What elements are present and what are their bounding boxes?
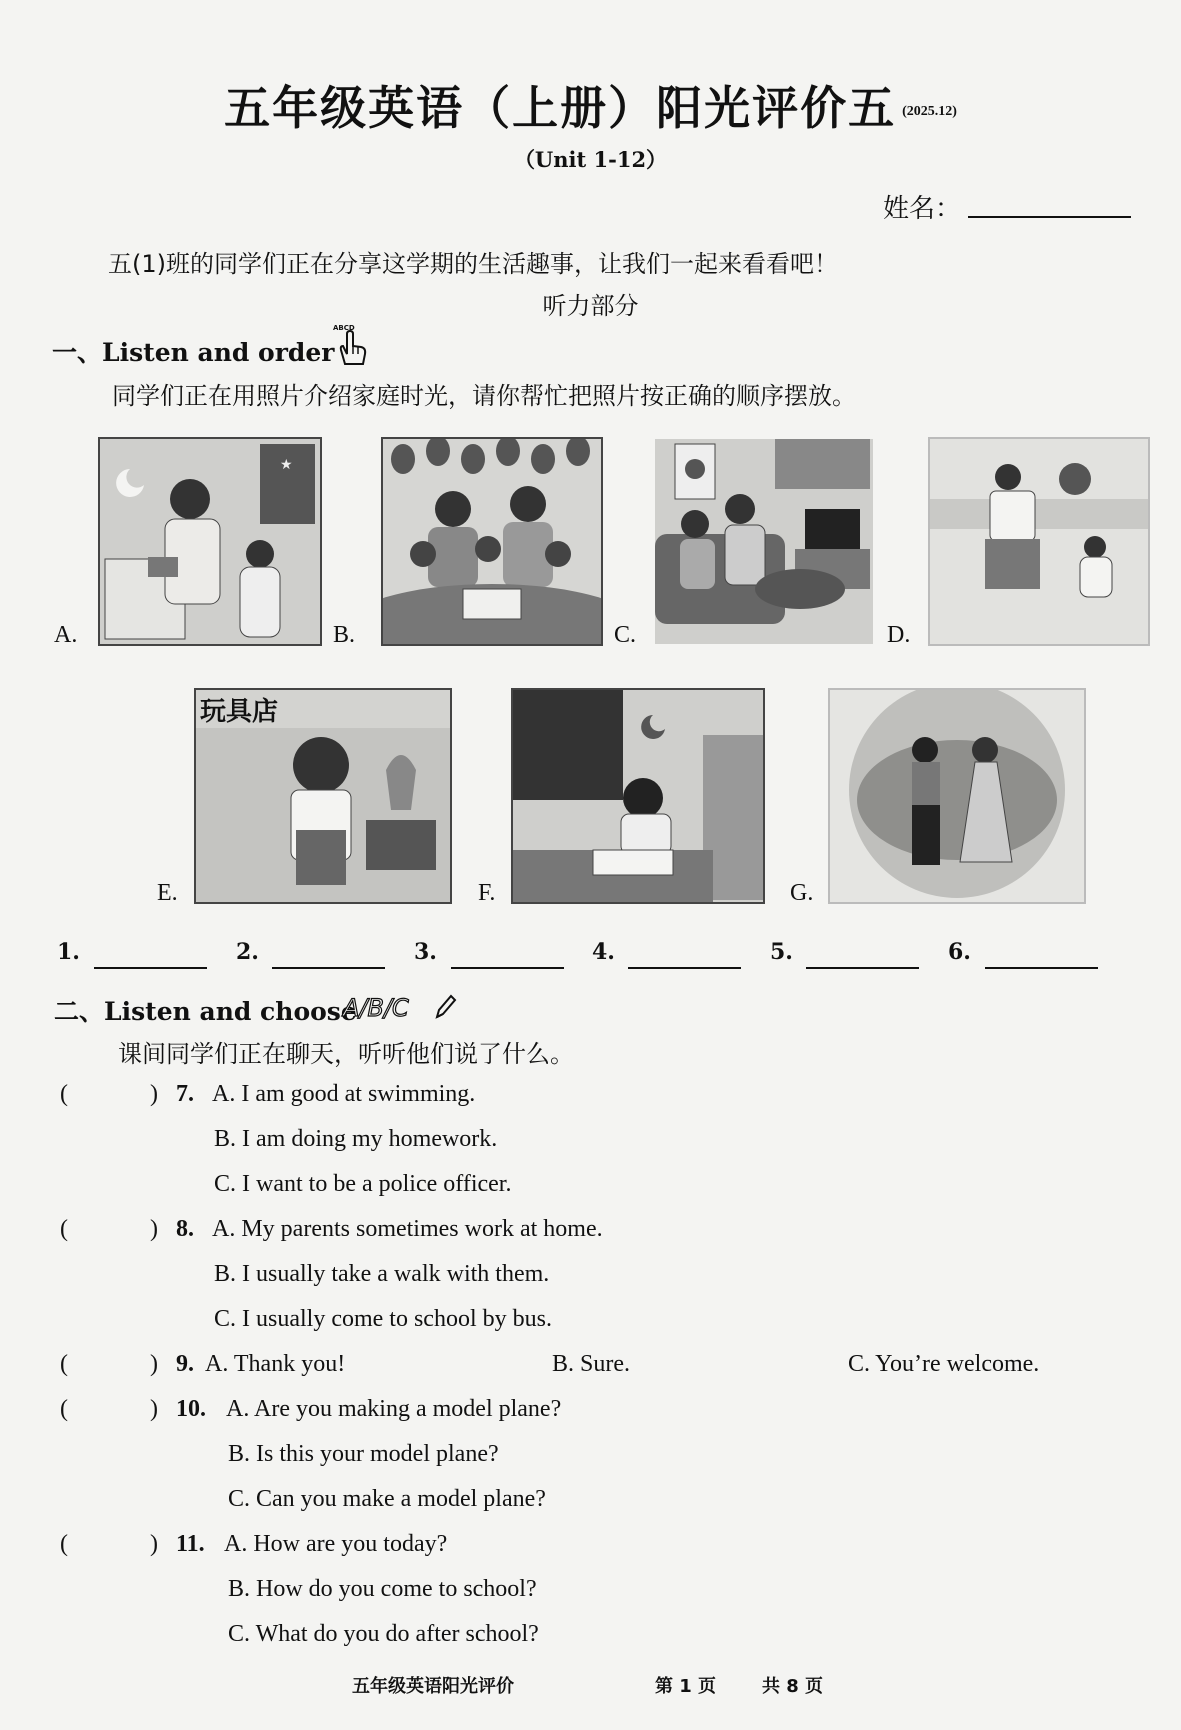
q7-option-a: A. I am good at swimming. [212,1081,476,1107]
abc-choice-icon: A/B/C [343,994,409,1022]
q10-option-c: C. Can you make a model plane? [228,1486,546,1512]
q8-option-b: B. I usually take a walk with them. [214,1261,550,1287]
q9-option-c: C. You’re welcome. [848,1351,1040,1377]
answer-blank-3[interactable] [451,967,564,969]
picture-b [381,437,603,646]
q11-num: 11. [176,1531,205,1557]
intro-text: 五(1)班的同学们正在分享这学期的生活趣事，让我们一起来看看吧！ [108,250,838,278]
section1-number: 一、 [52,338,103,367]
name-label: 姓名： [883,194,962,224]
section1-title: Listen and order [102,338,335,367]
q11-option-a: A. How are you today? [224,1531,448,1557]
answer-paren-7[interactable]: ( ) [60,1081,158,1107]
svg-text:★: ★ [280,457,293,473]
section2-title: Listen and choose [104,997,357,1026]
section1-description: 同学们正在用照片介绍家庭时光，请你帮忙把照片按正确的顺序摆放。 [112,382,856,410]
answer-paren-11[interactable]: ( ) [60,1531,158,1557]
homework-icon [513,690,763,902]
picture-c [653,437,875,646]
picture-g-letter: G. [790,880,814,906]
q7-option-b: B. I am doing my homework. [214,1126,498,1152]
blank-label-5: 5. [770,939,793,965]
dancing-icon [830,690,1084,902]
picture-c-letter: C. [614,622,637,648]
q10-option-b: B. Is this your model plane? [228,1441,499,1467]
answer-blank-4[interactable] [628,967,741,969]
q8-option-c: C. I usually come to school by bus. [214,1306,552,1332]
toy-store-sign: 玩具店 [200,697,279,727]
answer-blank-5[interactable] [806,967,919,969]
page-title [0,72,1181,138]
section1-heading [52,333,334,369]
answer-blank-6[interactable] [985,967,1098,969]
beach-ball-icon [930,439,1148,644]
picture-g [828,688,1086,904]
blank-label-1: 1. [57,939,80,965]
picture-d [928,437,1150,646]
toy-store-icon [196,690,450,902]
pencil-icon [433,993,457,1025]
picture-e-letter: E. [157,880,178,906]
part-title: 听力部分 [542,292,639,320]
picture-d-letter: D. [887,622,911,648]
q7-num: 7. [176,1081,194,1107]
answer-blank-2[interactable] [272,967,385,969]
title-text: 五年级英语（上册）阳光评价五 [224,81,897,135]
birthday-party-icon [383,439,601,644]
answer-paren-10[interactable]: ( ) [60,1396,158,1422]
question-7-number [176,1081,194,1108]
picture-b-letter: B. [333,622,356,648]
answer-blank-1[interactable] [94,967,207,969]
footer-page-number: 第 1 页 [655,1676,717,1697]
section2-description: 课间同学们正在聊天，听听他们说了什么。 [118,1040,574,1068]
q7-option-c: C. I want to be a police officer. [214,1171,512,1197]
answer-paren-9[interactable]: ( ) [60,1351,158,1377]
q8-option-a: A. My parents sometimes work at home. [212,1216,603,1242]
blank-label-6: 6. [948,939,971,965]
family-tv-icon [655,439,873,644]
blank-label-3: 3. [414,939,437,965]
answer-paren-8[interactable]: ( ) [60,1216,158,1242]
q11-option-c: C. What do you do after school? [228,1621,539,1647]
bedtime-story-icon [100,439,320,644]
section2-number: 二、 [54,997,105,1026]
q9-option-a: A. Thank you! [205,1351,346,1377]
q8-num: 8. [176,1216,194,1242]
q11-option-b: B. How do you come to school? [228,1576,537,1602]
q10-option-a: A. Are you making a model plane? [226,1396,562,1422]
picture-f-letter: F. [478,880,496,906]
pointing-hand-icon [331,322,375,368]
picture-a-letter: A. [54,622,78,648]
section2-heading [54,992,357,1028]
footer-title: 五年级英语阳光评价 [352,1676,514,1697]
q10-num: 10. [176,1396,206,1422]
picture-f [511,688,765,904]
name-field[interactable] [968,216,1131,218]
q9-option-b: B. Sure. [552,1351,630,1377]
blank-label-4: 4. [592,939,615,965]
blank-label-2: 2. [236,939,259,965]
unit-range: （Unit 1-12） [513,147,668,172]
q9-num: 9. [176,1351,194,1377]
abcd-icon-text: ABCD [333,324,355,332]
picture-e [194,688,452,904]
footer-total-pages: 共 8 页 [762,1676,824,1697]
picture-a [98,437,322,646]
exam-date: (2025.12) [902,103,957,119]
